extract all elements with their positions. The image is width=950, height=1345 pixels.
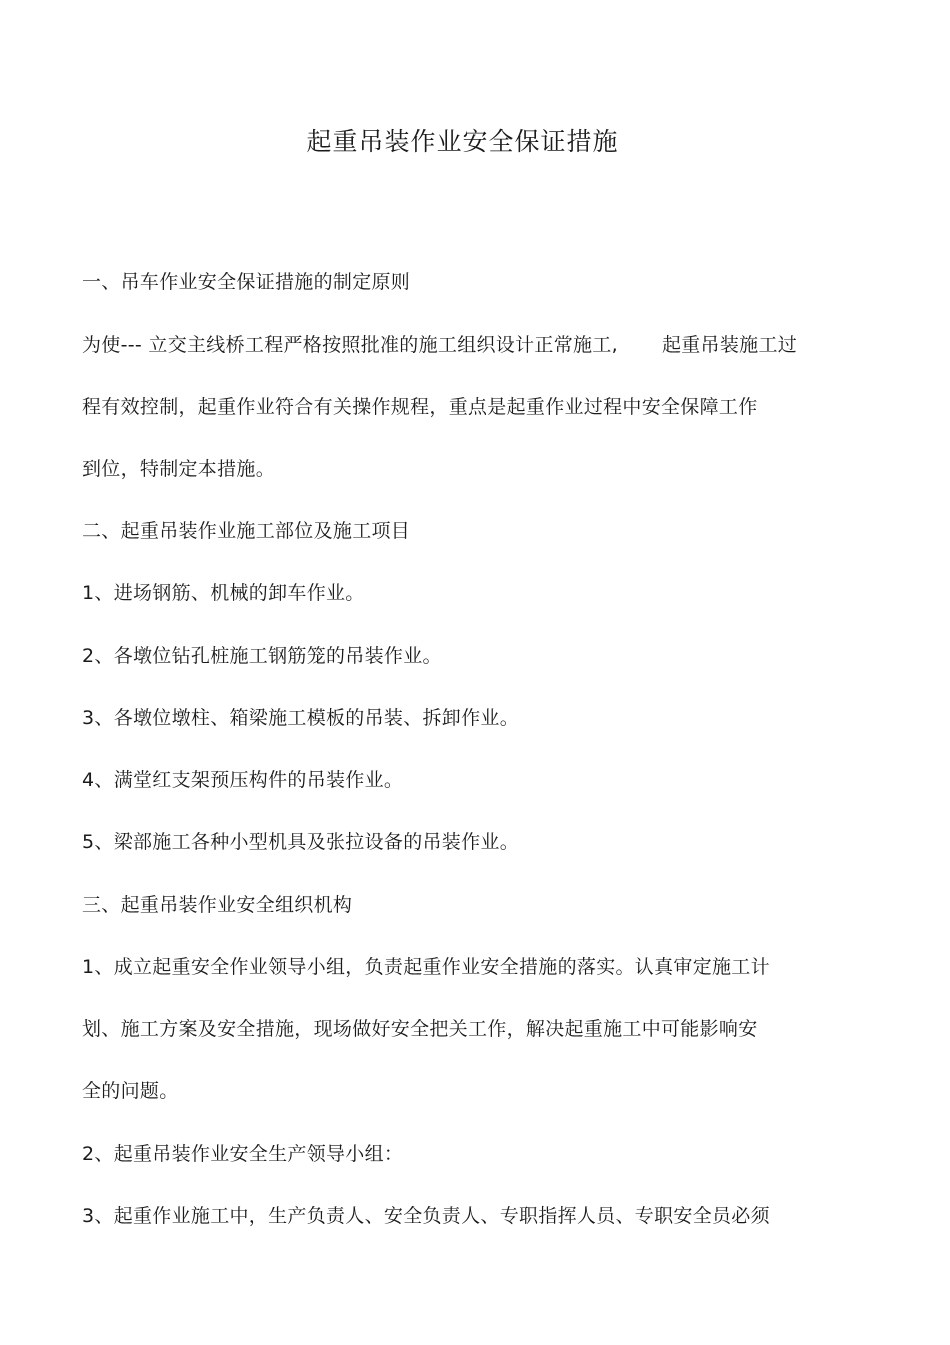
list-item: 5、梁部施工各种小型机具及张拉设备的吊装作业。 (82, 831, 519, 853)
paragraph-text-tail: 起重吊装施工过 (661, 334, 798, 356)
list-item: 4、满堂红支架预压构件的吊装作业。 (82, 769, 404, 791)
list-item: 2、起重吊装作业安全生产领导小组： (82, 1143, 404, 1165)
list-item: 3、起重作业施工中，生产负责人、安全负责人、专职指挥人员、专职安全员必须 (82, 1205, 770, 1227)
list-item-continuation: 划、施工方案及安全措施，现场做好安全把关工作，解决起重施工中可能影响安 (82, 1018, 758, 1040)
paragraph-text: 为使--- 立交主线桥工程严格按照批准的施工组织设计正常施工, (82, 334, 618, 356)
list-item: 3、各墩位墩柱、箱梁施工模板的吊装、拆卸作业。 (82, 707, 519, 729)
section-heading-3: 三、起重吊装作业安全组织机构 (82, 894, 353, 916)
document-title: 起重吊装作业安全保证措施 (306, 127, 619, 156)
section-heading-1: 一、吊车作业安全保证措施的制定原则 (82, 271, 411, 293)
list-item: 2、各墩位钻孔桩施工钢筋笼的吊装作业。 (82, 645, 442, 667)
paragraph-line: 程有效控制，起重作业符合有关操作规程，重点是起重作业过程中安全保障工作 (82, 396, 758, 418)
list-item-continuation: 全的问题。 (82, 1080, 179, 1102)
paragraph-line (82, 330, 797, 360)
section-heading-2: 二、起重吊装作业施工部位及施工项目 (82, 520, 411, 542)
list-item: 1、成立起重安全作业领导小组，负责起重作业安全措施的落实。认真审定施工计 (82, 956, 770, 978)
list-item: 1、进场钢筋、机械的卸车作业。 (82, 582, 365, 604)
paragraph-line: 到位，特制定本措施。 (82, 458, 276, 480)
